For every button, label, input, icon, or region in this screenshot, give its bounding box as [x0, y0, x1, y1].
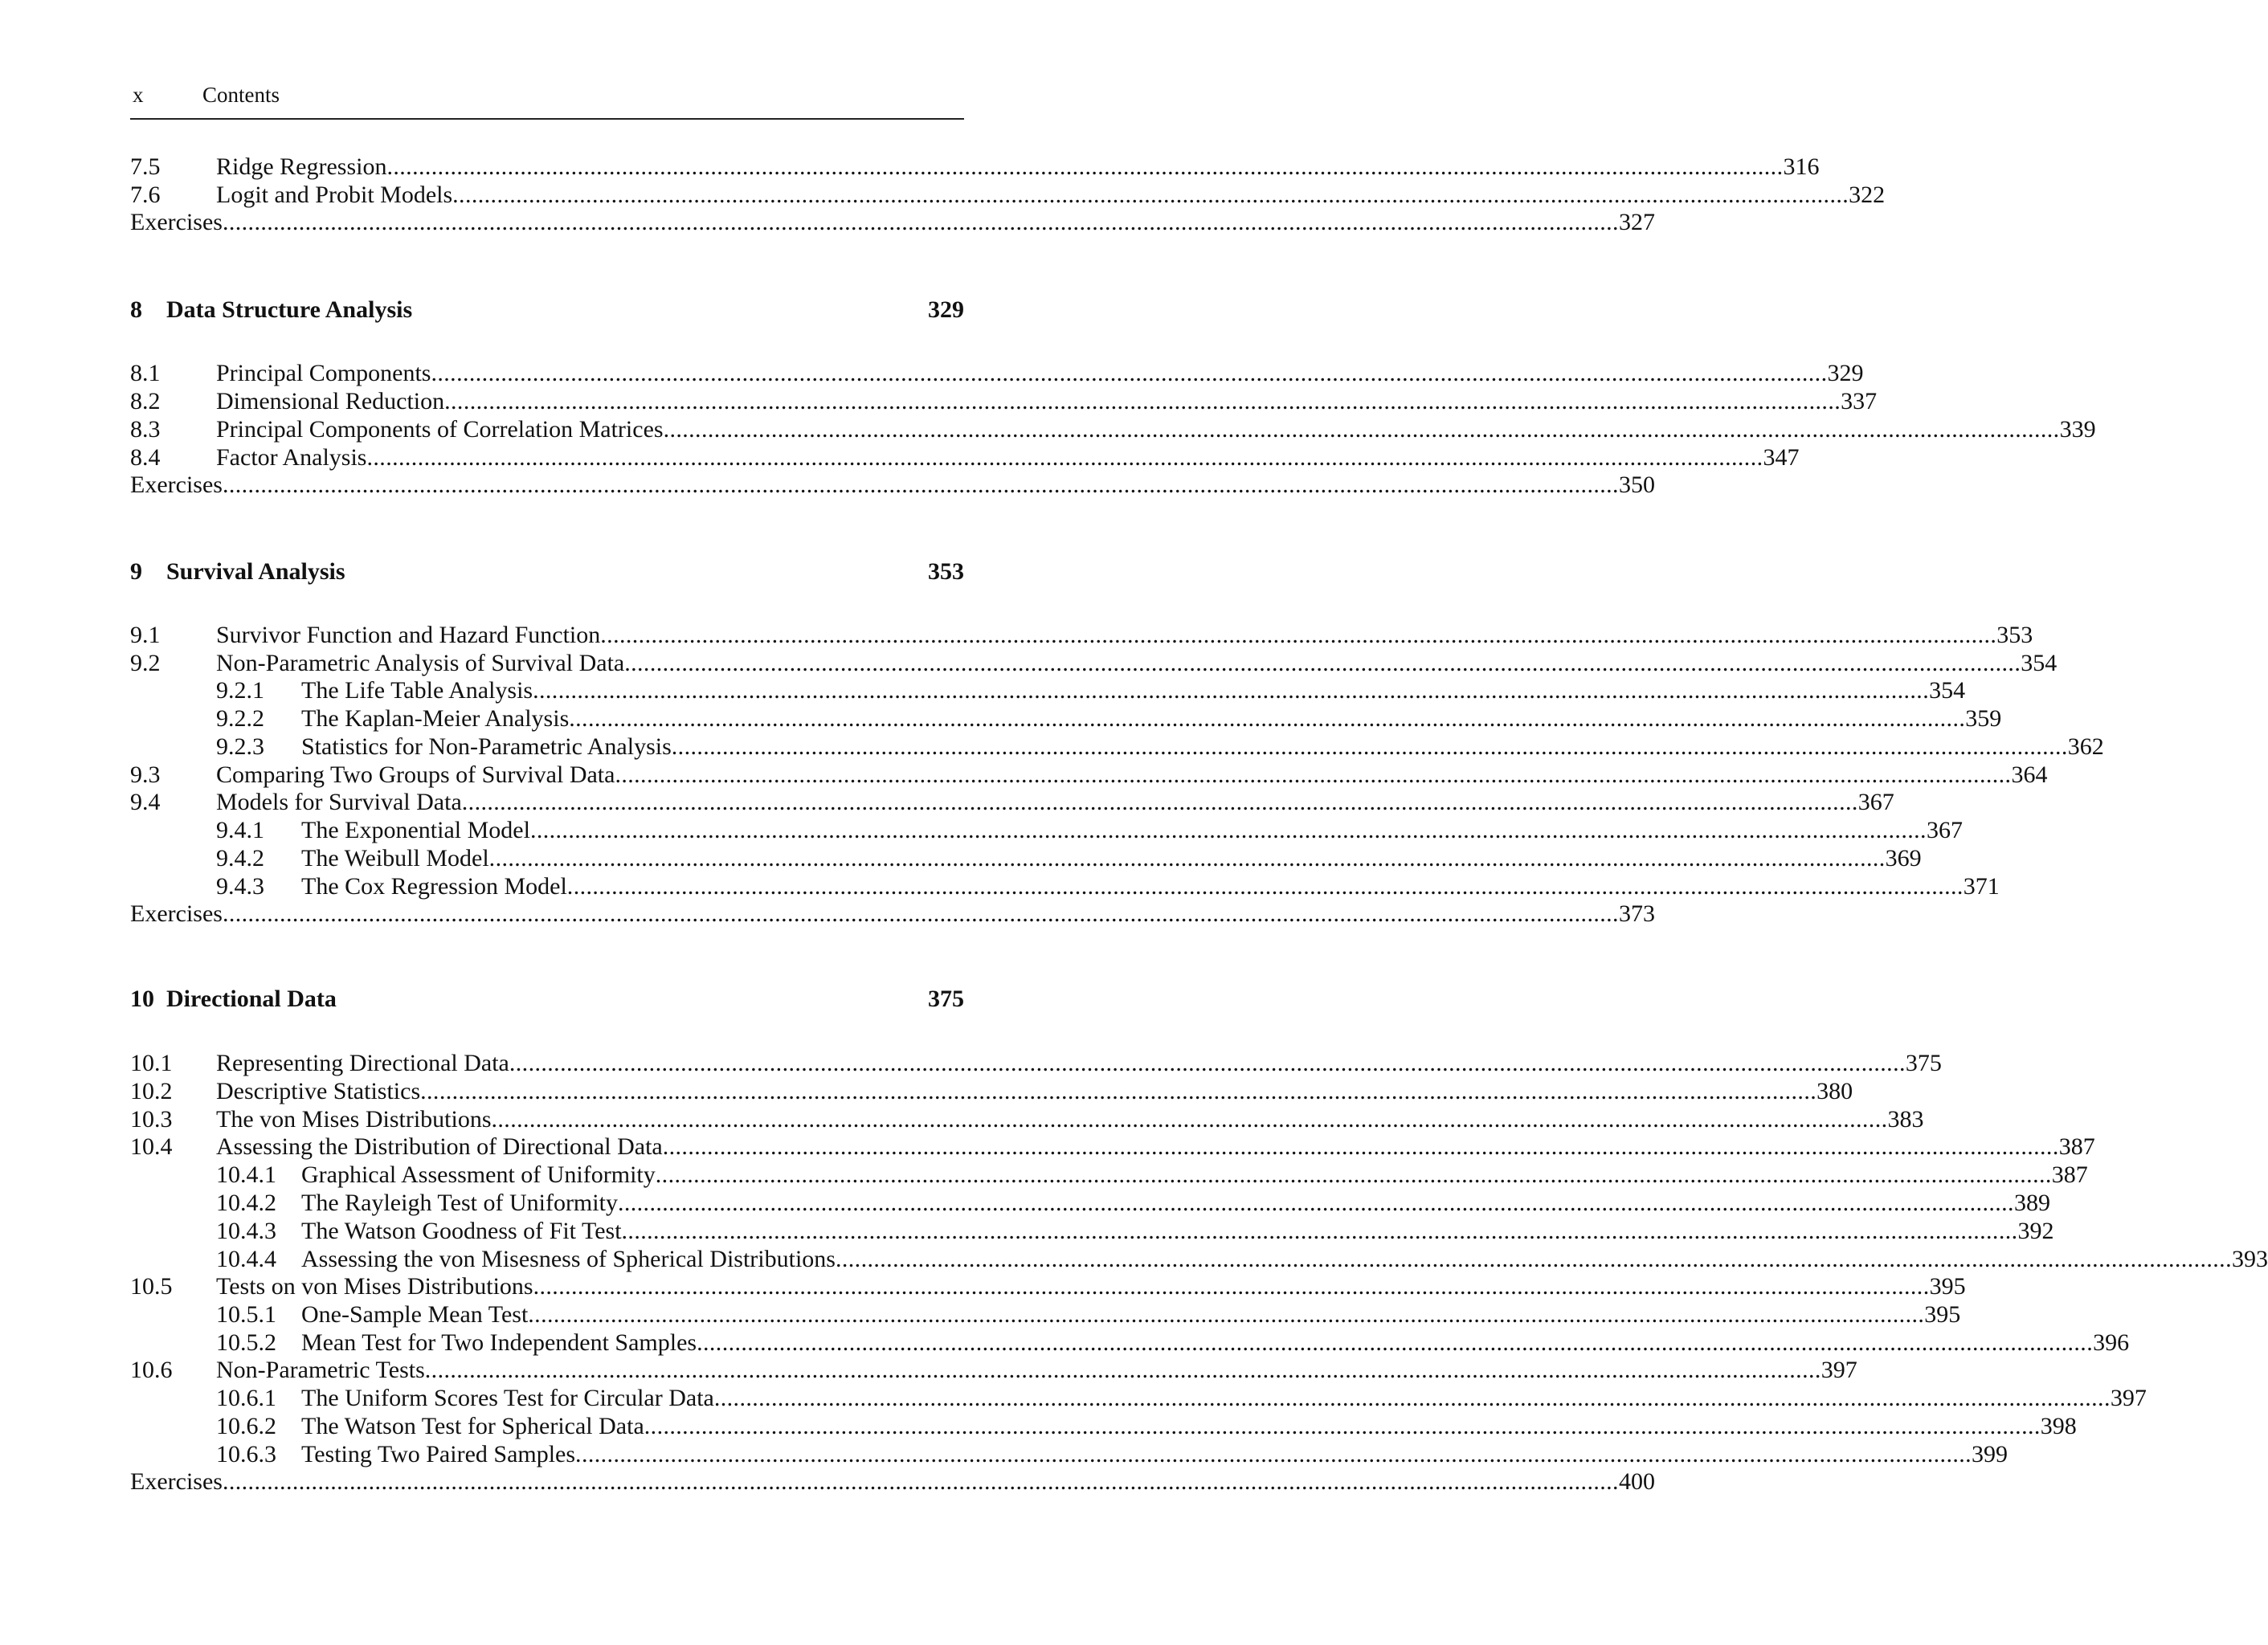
- toc-section-entry[interactable]: [130, 1133, 2095, 1161]
- entry-line: [301, 1412, 2077, 1440]
- entry-page: 359: [1965, 705, 2002, 732]
- entry-line: [216, 621, 2033, 649]
- entry-number: 10.5.2: [216, 1329, 276, 1356]
- dot-leader: ............................................................................................................................................................................................................................: [655, 1161, 2052, 1188]
- entry-page: 362: [2067, 733, 2104, 760]
- toc-subsection-entry[interactable]: [130, 872, 2000, 900]
- toc-section-entry[interactable]: [130, 761, 2048, 789]
- entry-page: 350: [1618, 471, 1655, 498]
- entry-number: 9.4: [130, 789, 161, 815]
- entry-number: 10.6.2: [216, 1413, 276, 1439]
- entry-line: [216, 443, 1800, 471]
- entry-line: [301, 872, 2000, 900]
- toc-exercises-entry[interactable]: [130, 900, 1655, 928]
- entry-line: [301, 733, 2104, 761]
- chapter-heading[interactable]: [130, 556, 964, 588]
- dot-leader: ............................................................................................................................................................................................................................: [671, 733, 2068, 760]
- entry-title: The Cox Regression Model: [301, 873, 567, 900]
- dot-leader: ............................................................................................................................................................................................................................: [529, 817, 1927, 843]
- entry-number: 10.4.1: [216, 1161, 276, 1188]
- chapter-number: 10: [130, 986, 154, 1012]
- toc-section-entry[interactable]: [130, 415, 2096, 443]
- dot-leader: ............................................................................................................................................................................................................................: [533, 1273, 1930, 1300]
- entry-number: 8.2: [130, 388, 161, 414]
- entry-title: Dimensional Reduction: [216, 388, 445, 414]
- dot-leader: ............................................................................................................................................................................................................................: [420, 1078, 1817, 1104]
- toc-section-entry[interactable]: [130, 1356, 1857, 1384]
- dot-leader: ............................................................................................................................................................................................................................: [222, 209, 1619, 235]
- toc-section-entry[interactable]: [130, 1272, 1966, 1300]
- entry-line: [216, 1356, 1857, 1384]
- toc-section-entry[interactable]: [130, 443, 1800, 471]
- entry-line: [301, 1440, 2009, 1468]
- toc-subsection-entry[interactable]: [130, 704, 2002, 733]
- entry-line: [216, 153, 1820, 181]
- entry-line: [301, 816, 1963, 844]
- dot-leader: ............................................................................................................................................................................................................................: [663, 416, 2060, 443]
- entry-title: The Watson Goodness of Fit Test: [301, 1218, 622, 1244]
- entry-page: 316: [1783, 153, 1820, 180]
- toc-section-entry[interactable]: [130, 788, 1894, 816]
- entry-title: Non-Parametric Analysis of Survival Data: [216, 650, 625, 676]
- entry-line: [216, 788, 1894, 816]
- entry-page: 380: [1816, 1078, 1853, 1104]
- toc-subsection-entry[interactable]: [130, 1440, 2009, 1468]
- entry-title: Testing Two Paired Samples: [301, 1441, 576, 1467]
- toc-section-entry[interactable]: [130, 1077, 1853, 1105]
- entry-title: Exercises: [130, 900, 223, 927]
- entry-number: 9.4.1: [216, 817, 264, 843]
- toc-subsection-entry[interactable]: [130, 676, 1966, 704]
- entry-line: [216, 181, 1886, 209]
- toc-exercises-entry[interactable]: [130, 1467, 1655, 1496]
- dot-leader: ............................................................................................................................................................................................................................: [424, 1357, 1821, 1383]
- entry-number: 10.4.4: [216, 1246, 276, 1272]
- entry-page: 364: [2011, 761, 2048, 788]
- entry-title: Exercises: [130, 1468, 223, 1495]
- entry-page: 389: [2013, 1190, 2050, 1216]
- entry-page: 395: [1929, 1273, 1966, 1300]
- entry-line: [216, 1133, 2095, 1161]
- entry-line: [216, 415, 2096, 443]
- entry-number: 7.6: [130, 182, 161, 208]
- entry-line: [301, 1245, 2268, 1273]
- chapter-title: Directional Data: [166, 986, 337, 1012]
- entry-title: The von Mises Distributions: [216, 1106, 492, 1133]
- entry-line: [301, 1384, 2147, 1412]
- entry-page: 353: [1996, 622, 2033, 648]
- entry-title: Principal Components: [216, 360, 431, 386]
- chapter-page: 375: [928, 986, 964, 1012]
- entry-number: 8.4: [130, 444, 161, 471]
- entry-page: 395: [1924, 1301, 1961, 1328]
- toc-exercises-entry[interactable]: [130, 471, 1655, 499]
- entry-page: 337: [1841, 388, 1878, 414]
- toc-section-entry[interactable]: [130, 1049, 1942, 1077]
- entry-number: 10.3: [130, 1106, 173, 1133]
- entry-number: 10.6.1: [216, 1385, 276, 1411]
- chapter-title: Data Structure Analysis: [166, 296, 413, 323]
- toc-subsection-entry[interactable]: [130, 816, 1963, 844]
- dot-leader: ............................................................................................................................................................................................................................: [366, 444, 1763, 471]
- entry-page: 367: [1926, 817, 1963, 843]
- entry-title: Assessing the Distribution of Directional Data: [216, 1133, 663, 1160]
- entry-title: The Weibull Model: [301, 845, 489, 871]
- entry-number: 10.6: [130, 1357, 173, 1383]
- dot-leader: ............................................................................................................................................................................................................................: [713, 1385, 2111, 1411]
- dot-leader: ............................................................................................................................................................................................................................: [617, 1190, 2014, 1216]
- entry-title: Ridge Regression: [216, 153, 387, 180]
- chapter-title: Survival Analysis: [166, 558, 345, 585]
- entry-line: [216, 1077, 1853, 1105]
- dot-leader: ............................................................................................................................................................................................................................: [566, 873, 1964, 900]
- entry-line: [216, 1105, 1924, 1133]
- running-title: Contents: [202, 83, 280, 107]
- entry-page: 387: [2051, 1161, 2088, 1188]
- entry-title: Principal Components of Correlation Matrices: [216, 416, 664, 443]
- dot-leader: ............................................................................................................................................................................................................................: [615, 761, 2012, 788]
- dot-leader: ............................................................................................................................................................................................................................: [461, 789, 1858, 815]
- entry-number: 9.2: [130, 650, 161, 676]
- entry-title: Graphical Assessment of Uniformity: [301, 1161, 656, 1188]
- entry-number: 8.3: [130, 416, 161, 443]
- entry-line: [301, 844, 1922, 872]
- entry-title: Non-Parametric Tests: [216, 1357, 425, 1383]
- dot-leader: ............................................................................................................................................................................................................................: [697, 1329, 2094, 1356]
- entry-page: 396: [2093, 1329, 2130, 1356]
- toc-subsection-entry[interactable]: [130, 844, 1922, 872]
- chapter-page: 353: [928, 558, 964, 585]
- chapter-heading[interactable]: [130, 983, 964, 1015]
- entry-page: 322: [1849, 182, 1886, 208]
- entry-title: Factor Analysis: [216, 444, 367, 471]
- chapter-number: 9: [130, 558, 142, 585]
- entry-number: 9.1: [130, 622, 161, 648]
- entry-title: Tests on von Mises Distributions: [216, 1273, 533, 1300]
- entry-number: 9.4.2: [216, 845, 264, 871]
- toc-subsection-entry[interactable]: [130, 1384, 2147, 1412]
- entry-number: 10.2: [130, 1078, 173, 1104]
- entry-page: 329: [1827, 360, 1864, 386]
- entry-line: [216, 1049, 1942, 1077]
- entry-page: 354: [2021, 650, 2058, 676]
- dot-leader: ............................................................................................................................................................................................................................: [644, 1413, 2041, 1439]
- entry-page: 398: [2040, 1413, 2077, 1439]
- toc-section-entry[interactable]: [130, 153, 1820, 181]
- running-header: [130, 79, 964, 111]
- entry-page: 375: [1905, 1050, 1942, 1076]
- entry-line: [216, 359, 1864, 387]
- entry-title: Mean Test for Two Independent Samples: [301, 1329, 697, 1356]
- entry-page: 339: [2059, 416, 2096, 443]
- entry-page: 392: [2017, 1218, 2054, 1244]
- toc-section-entry[interactable]: [130, 387, 1878, 415]
- entry-line: [130, 208, 1655, 236]
- entry-line: [301, 676, 1966, 704]
- toc-subsection-entry[interactable]: [130, 1217, 2054, 1245]
- toc-subsection-entry[interactable]: [130, 1245, 2268, 1273]
- toc-section-entry[interactable]: [130, 649, 2058, 677]
- entry-page: 371: [1963, 873, 2000, 900]
- entry-number: 10.5: [130, 1273, 173, 1300]
- entry-line: [301, 1329, 2130, 1357]
- toc-subsection-entry[interactable]: [130, 733, 2104, 761]
- toc-subsection-entry[interactable]: [130, 1300, 1961, 1329]
- entry-page: 354: [1929, 677, 1966, 704]
- entry-title: The Life Table Analysis: [301, 677, 533, 704]
- entry-number: 9.3: [130, 761, 161, 788]
- entry-number: 9.4.3: [216, 873, 264, 900]
- dot-leader: ............................................................................................................................................................................................................................: [662, 1133, 2059, 1160]
- entry-number: 7.5: [130, 153, 161, 180]
- toc-subsection-entry[interactable]: [130, 1329, 2130, 1357]
- dot-leader: ............................................................................................................................................................................................................................: [452, 182, 1849, 208]
- entry-page: 369: [1885, 845, 1922, 871]
- entry-page: 373: [1618, 900, 1655, 927]
- entry-number: 10.6.3: [216, 1441, 276, 1467]
- entry-page: 327: [1618, 209, 1655, 235]
- dot-leader: ............................................................................................................................................................................................................................: [509, 1050, 1906, 1076]
- entry-page: 399: [1972, 1441, 2009, 1467]
- toc-section-entry[interactable]: [130, 359, 1864, 387]
- entry-title: Survivor Function and Hazard Function: [216, 622, 601, 648]
- dot-leader: ............................................................................................................................................................................................................................: [222, 900, 1619, 927]
- entry-number: 9.2.3: [216, 733, 264, 760]
- dot-leader: ............................................................................................................................................................................................................................: [444, 388, 1841, 414]
- entry-line: [301, 1189, 2050, 1217]
- entry-page: 347: [1763, 444, 1800, 471]
- entry-page: 393: [2231, 1246, 2268, 1272]
- toc-exercises-entry[interactable]: [130, 208, 1655, 236]
- entry-title: The Rayleigh Test of Uniformity: [301, 1190, 618, 1216]
- entry-number: 10.4.3: [216, 1218, 276, 1244]
- entry-line: [130, 1467, 1655, 1496]
- dot-leader: ............................................................................................................................................................................................................................: [621, 1218, 2018, 1244]
- dot-leader: ............................................................................................................................................................................................................................: [488, 845, 1886, 871]
- entry-line: [216, 649, 2058, 677]
- entry-title: Descriptive Statistics: [216, 1078, 421, 1104]
- dot-leader: ............................................................................................................................................................................................................................: [386, 153, 1784, 180]
- entry-page: 367: [1857, 789, 1894, 815]
- entry-title: Exercises: [130, 209, 223, 235]
- entry-number: 9.2.2: [216, 705, 264, 732]
- entry-line: [216, 387, 1878, 415]
- toc-section-entry[interactable]: [130, 181, 1886, 209]
- chapter-heading[interactable]: [130, 294, 964, 326]
- entry-title: One-Sample Mean Test: [301, 1301, 529, 1328]
- entry-title: Statistics for Non-Parametric Analysis: [301, 733, 672, 760]
- toc-subsection-entry[interactable]: [130, 1189, 2050, 1217]
- entry-title: Models for Survival Data: [216, 789, 462, 815]
- dot-leader: ............................................................................................................................................................................................................................: [222, 1468, 1619, 1495]
- entry-line: [216, 761, 2048, 789]
- toc-section-entry[interactable]: [130, 1105, 1924, 1133]
- dot-leader: ............................................................................................................................................................................................................................: [491, 1106, 1888, 1133]
- dot-leader: ............................................................................................................................................................................................................................: [600, 622, 1997, 648]
- entry-line: [130, 900, 1655, 928]
- entry-line: [301, 704, 2002, 733]
- entry-line: [301, 1161, 2088, 1189]
- entry-page: 397: [2110, 1385, 2147, 1411]
- dot-leader: ............................................................................................................................................................................................................................: [575, 1441, 1972, 1467]
- entry-number: 9.2.1: [216, 677, 264, 704]
- dot-leader: ............................................................................................................................................................................................................................: [624, 650, 2021, 676]
- entry-title: Logit and Probit Models: [216, 182, 453, 208]
- entry-page: 383: [1887, 1106, 1924, 1133]
- entry-number: 10.4: [130, 1133, 173, 1160]
- entry-page: 387: [2058, 1133, 2095, 1160]
- chapter-page: 329: [928, 296, 964, 323]
- dot-leader: ............................................................................................................................................................................................................................: [528, 1301, 1925, 1328]
- entry-title: The Kaplan-Meier Analysis: [301, 705, 570, 732]
- page-number: x: [133, 83, 144, 107]
- entry-number: 10.1: [130, 1050, 173, 1076]
- entry-title: Representing Directional Data: [216, 1050, 509, 1076]
- dot-leader: ............................................................................................................................................................................................................................: [222, 471, 1619, 498]
- dot-leader: ............................................................................................................................................................................................................................: [533, 677, 1930, 704]
- chapter-number: 8: [130, 296, 142, 323]
- entry-title: Assessing the von Misesness of Spherical Distributions: [301, 1246, 836, 1272]
- entry-title: Exercises: [130, 471, 223, 498]
- header-rule: [130, 118, 964, 120]
- dot-leader: ............................................................................................................................................................................................................................: [835, 1246, 2232, 1272]
- entry-line: [301, 1217, 2054, 1245]
- toc-subsection-entry[interactable]: [130, 1161, 2088, 1189]
- entry-number: 10.5.1: [216, 1301, 276, 1328]
- entry-line: [301, 1300, 1961, 1329]
- entry-number: 10.4.2: [216, 1190, 276, 1216]
- entry-title: The Watson Test for Spherical Data: [301, 1413, 644, 1439]
- toc-section-entry[interactable]: [130, 621, 2033, 649]
- entry-line: [216, 1272, 1966, 1300]
- toc-subsection-entry[interactable]: [130, 1412, 2077, 1440]
- entry-title: Comparing Two Groups of Survival Data: [216, 761, 615, 788]
- entry-number: 8.1: [130, 360, 161, 386]
- dot-leader: ............................................................................................................................................................................................................................: [431, 360, 1828, 386]
- entry-title: The Uniform Scores Test for Circular Data: [301, 1385, 714, 1411]
- dot-leader: ............................................................................................................................................................................................................................: [569, 705, 1966, 732]
- entry-page: 400: [1618, 1468, 1655, 1495]
- entry-page: 397: [1821, 1357, 1857, 1383]
- entry-line: [130, 471, 1655, 499]
- entry-title: The Exponential Model: [301, 817, 530, 843]
